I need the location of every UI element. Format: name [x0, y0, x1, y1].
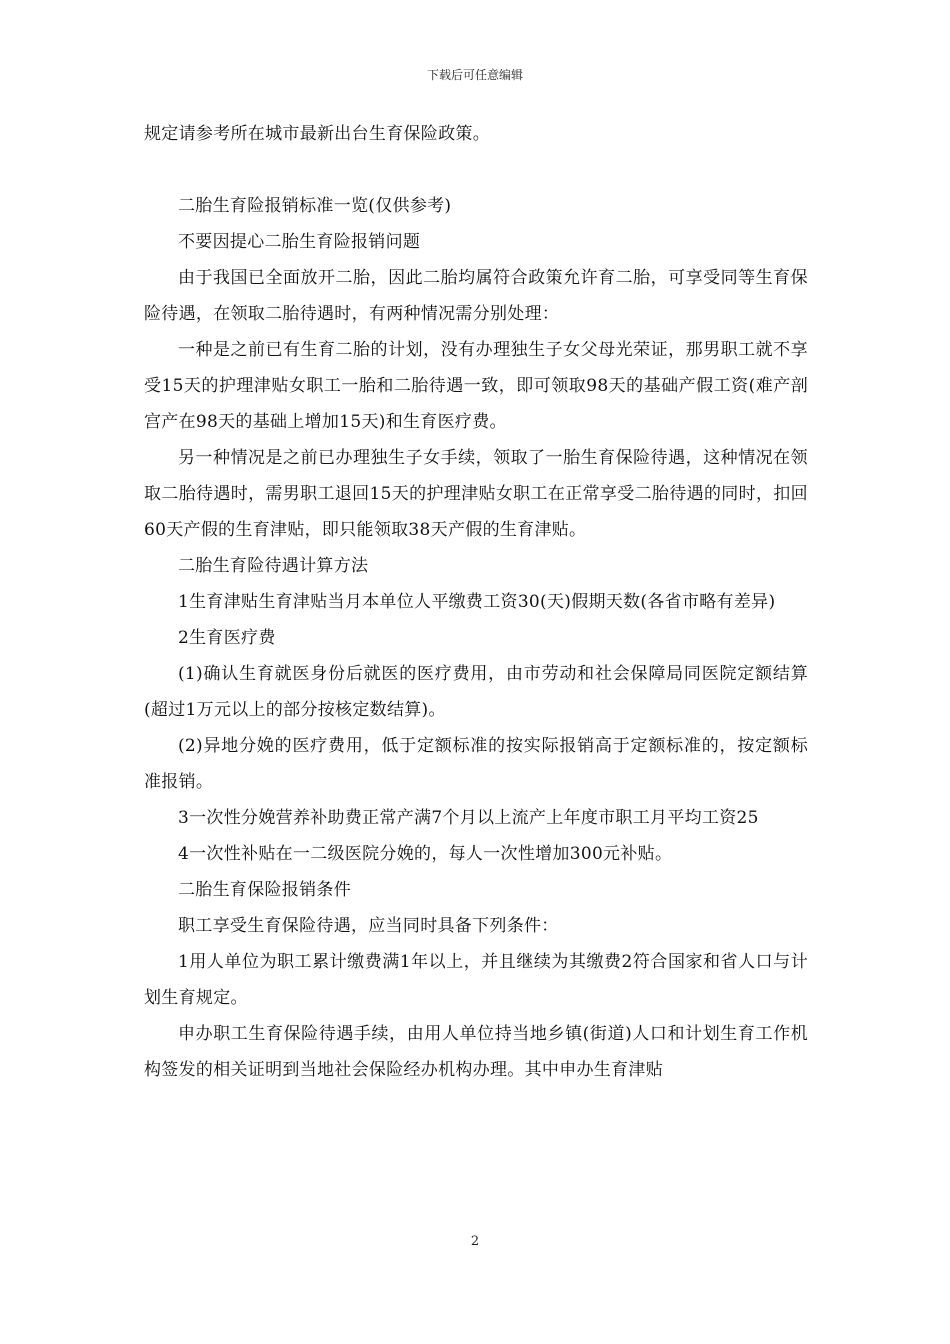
paragraph: (2)异地分娩的医疗费用，低于定额标准的按实际报销高于定额标准的，按定额标准报销。: [144, 736, 808, 792]
paragraph: 1生育津贴生育津贴当月本单位人平缴费工资30(天)假期天数(各省市略有差异): [178, 592, 776, 612]
paragraph: 不要因提心二胎生育险报销问题: [178, 232, 421, 252]
paragraph-gap: [144, 152, 808, 188]
paragraph: (1)确认生育就医身份后就医的医疗费用，由市劳动和社会保障局同医院定额结算(超过1万元以上的部分按核定数结算)。: [144, 664, 808, 720]
page-header: 下载后可任意编辑: [426, 68, 523, 82]
paragraph: 2生育医疗费: [178, 628, 276, 648]
paragraph: 规定请参考所在城市最新出台生育保险政策。: [144, 124, 490, 144]
section-heading: 二胎生育险待遇计算方法: [178, 556, 369, 576]
paragraph: 由于我国已全面放开二胎，因此二胎均属符合政策允许育二胎，可享受同等生育保险待遇，在领取二胎待遇时，有两种情况需分别处理：: [144, 268, 808, 324]
paragraph: 3一次性分娩营养补助费正常产满7个月以上流产上年度市职工月平均工资25: [178, 808, 759, 828]
paragraph: 1用人单位为职工累计缴费满1年以上，并且继续为其缴费2符合国家和省人口与计划生育规定。: [144, 952, 808, 1008]
paragraph: 另一种情况是之前已办理独生子女手续，领取了一胎生育保险待遇，这种情况在领取二胎待遇时，需男职工退回15天的护理津贴女职工在正常享受二胎待遇的同时，扣回60天产假的生育津贴，即只能领取38天产假的生育津贴。: [144, 448, 808, 540]
paragraph: 申办职工生育保险待遇手续，由用人单位持当地乡镇(街道)人口和计划生育工作机构签发的相关证明到当地社会保险经办机构办理。其中申办生育津贴: [144, 1024, 808, 1080]
paragraph: 职工享受生育保险待遇，应当同时具备下列条件：: [178, 916, 559, 936]
page-number: 2: [470, 1234, 480, 1249]
document-body: [144, 116, 808, 1088]
paragraph: 4一次性补贴在一二级医院分娩的，每人一次性增加300元补贴。: [178, 844, 673, 864]
section-heading: 二胎生育险报销标准一览(仅供参考): [178, 196, 452, 216]
section-heading: 二胎生育保险报销条件: [178, 880, 351, 900]
paragraph: 一种是之前已有生育二胎的计划，没有办理独生子女父母光荣证，那男职工就不享受15天的护理津贴女职工一胎和二胎待遇一致，即可领取98天的基础产假工资(难产剖宫产在98天的基础上增加15天)和生育医疗费。: [144, 340, 808, 432]
